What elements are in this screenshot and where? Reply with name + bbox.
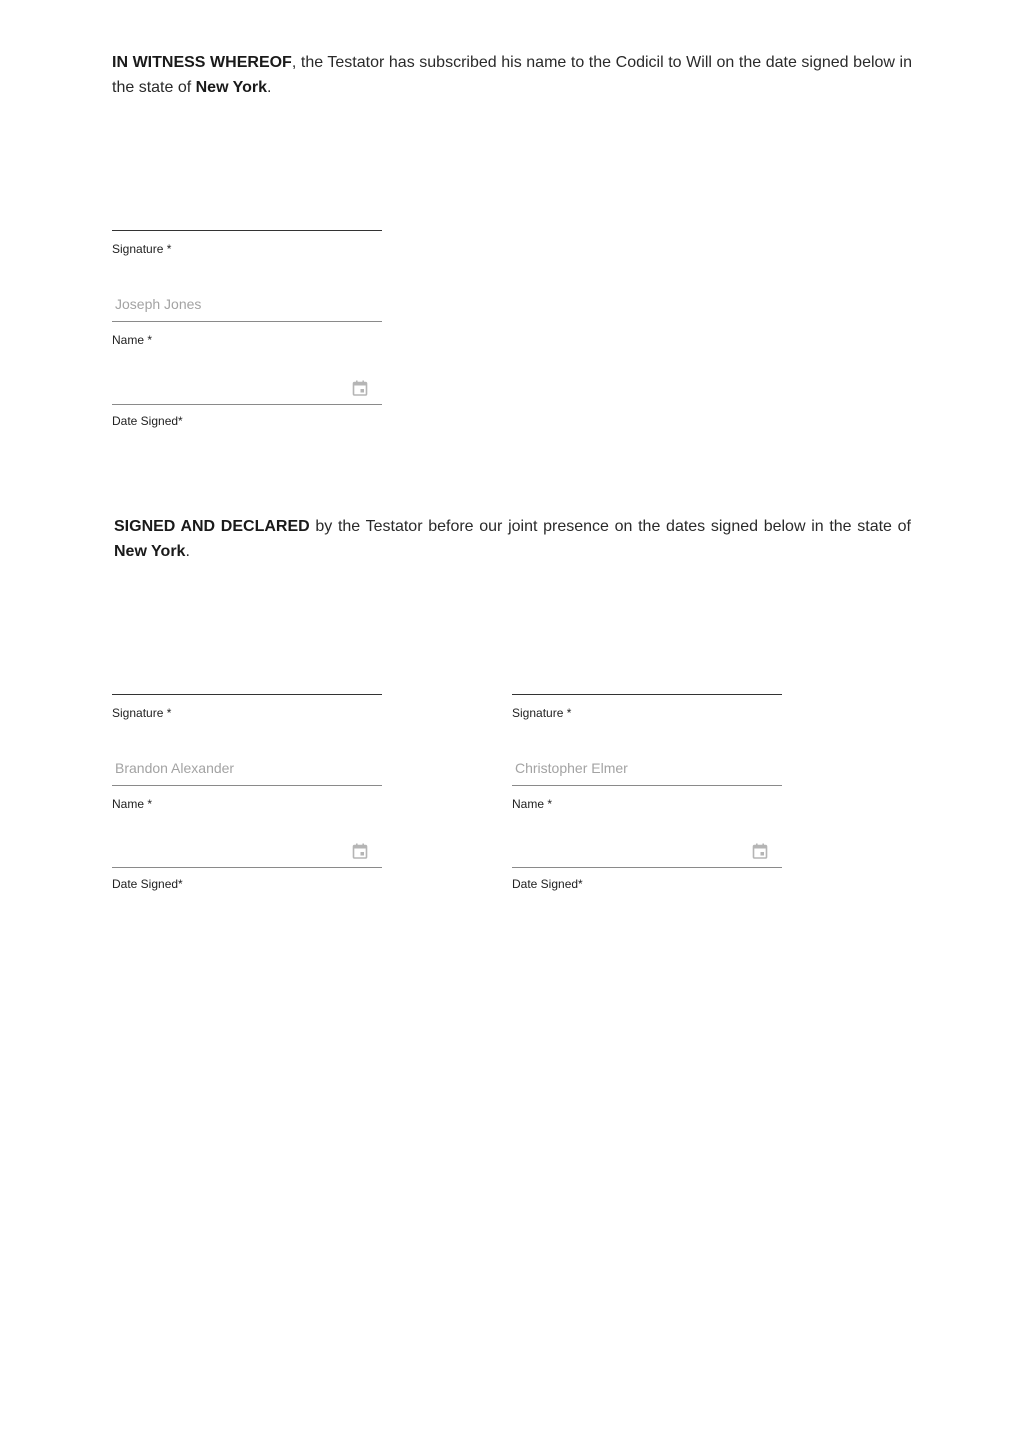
witness-1-signature-field[interactable] — [112, 644, 382, 695]
testator-signature-field[interactable] — [112, 180, 382, 231]
witness-1-date-input[interactable] — [112, 828, 382, 868]
witness-2-name-value: Christopher Elmer — [515, 760, 628, 776]
testator-date-input[interactable] — [112, 365, 382, 405]
calendar-icon[interactable] — [352, 843, 368, 859]
testator-signature-label: Signature * — [112, 242, 172, 256]
witness-2-name-label: Name * — [512, 797, 553, 811]
witness-whereof-heading: IN WITNESS WHEREOF — [112, 54, 292, 71]
witness-declaration-paragraph: SIGNED AND DECLARED by the Testator before our joint presence on the dates signed below in the state of New York. — [114, 518, 911, 560]
testator-name-label: Name * — [112, 333, 153, 347]
signed-declared-heading: SIGNED AND DECLARED — [114, 518, 310, 535]
witness-1-signature-label: Signature * — [112, 706, 172, 720]
witness-2-date-input[interactable] — [512, 828, 782, 868]
calendar-icon[interactable] — [352, 380, 368, 396]
witness-1-name-value: Brandon Alexander — [115, 760, 235, 776]
witness-1-name-input[interactable] — [112, 746, 382, 786]
state-name: New York — [195, 79, 268, 96]
witness-2-signature-label: Signature * — [512, 706, 572, 720]
testator-date-label: Date Signed* — [112, 414, 183, 428]
testator-name-input[interactable] — [112, 282, 382, 322]
witness-1-name-label: Name * — [112, 797, 153, 811]
witness-1-date-label: Date Signed* — [112, 877, 183, 891]
witness-2-name-input[interactable] — [512, 746, 782, 786]
state-name: New York — [114, 543, 186, 560]
testator-name-value: Joseph Jones — [115, 296, 202, 312]
calendar-icon[interactable] — [752, 843, 768, 859]
witness-2-signature-field[interactable] — [512, 644, 782, 695]
witness-2-date-label: Date Signed* — [512, 877, 583, 891]
testator-witness-paragraph: IN WITNESS WHEREOF, the Testator has subscribed his name to the Codicil to Will on the date signed below in the state of New York. — [112, 54, 913, 96]
